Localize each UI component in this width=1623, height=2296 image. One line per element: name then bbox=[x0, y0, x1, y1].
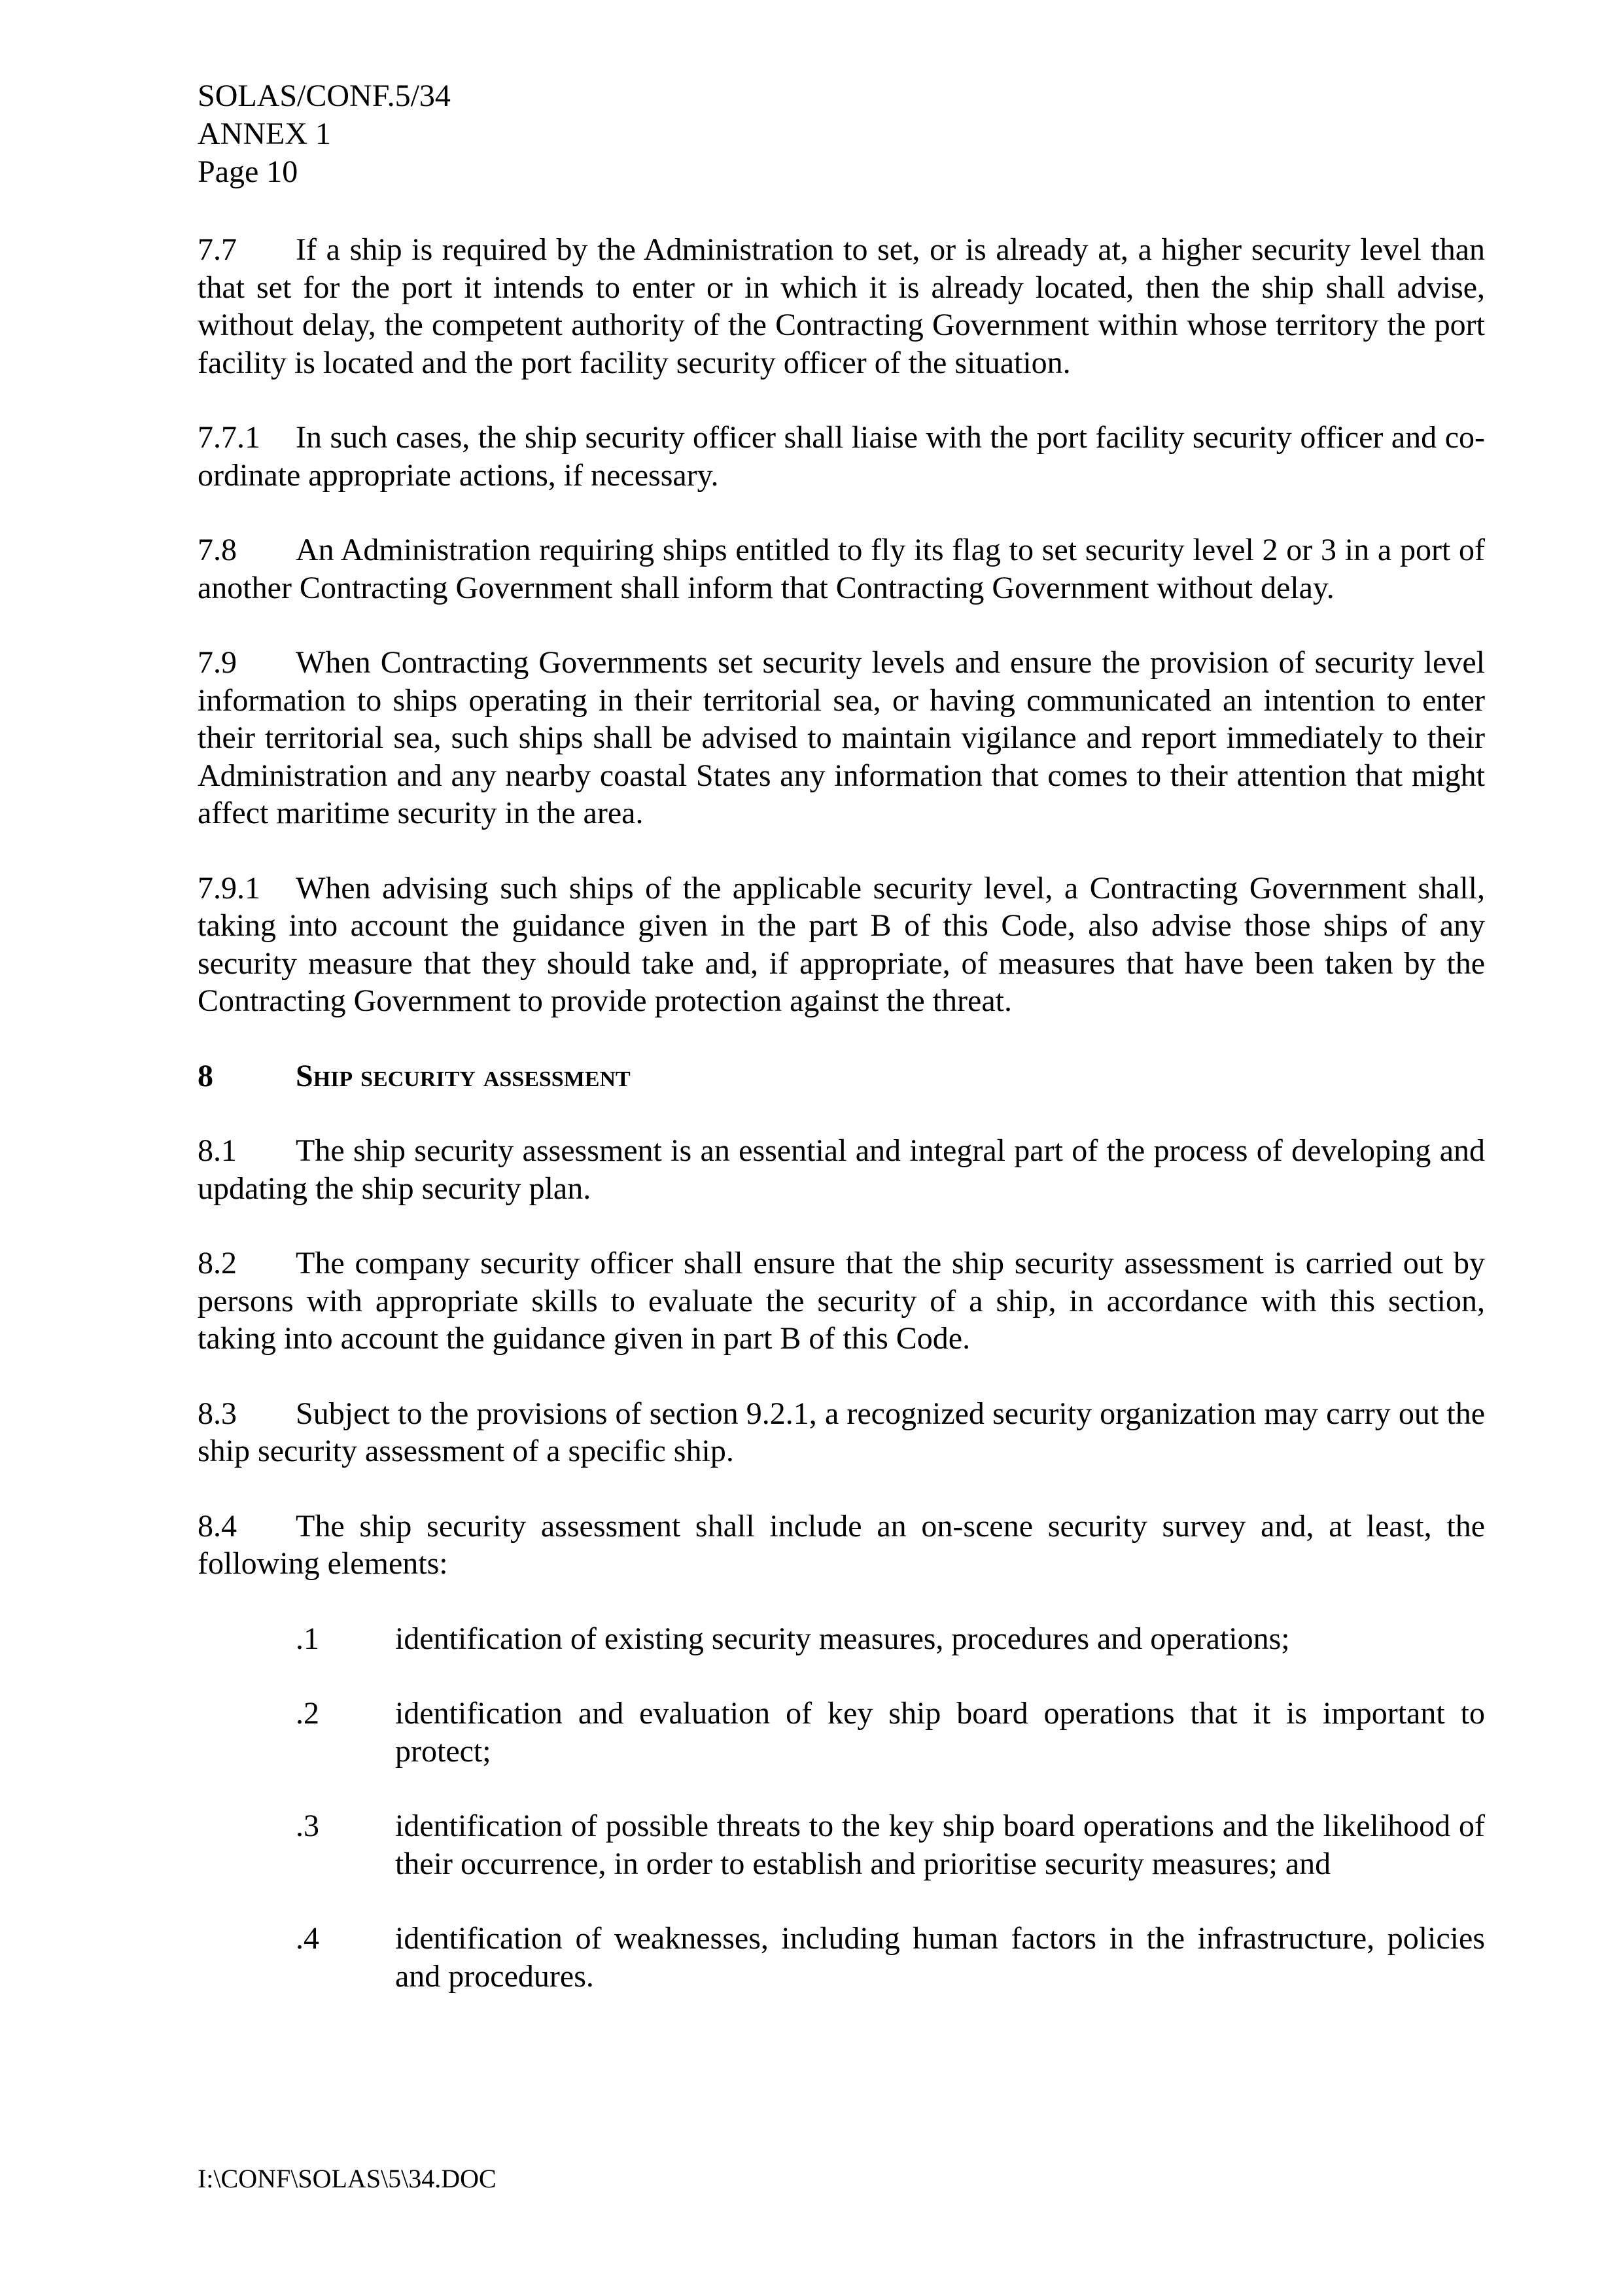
paragraph-text: In such cases, the ship security officer shall liaise with the port facility security officer and co-ordinate appropriate actions, if necessary. bbox=[198, 420, 1485, 493]
paragraph-text: If a ship is required by the Administration to set, or is already at, a higher security level than that set for the port it intends to enter or in which it is already located, then the ship shall advise, without delay, the competent authority of the Contracting Government within whose territory the port facility is located and the port facility security officer of the situation. bbox=[198, 232, 1485, 380]
paragraph-number: 7.7 bbox=[198, 232, 237, 267]
section-8-heading bbox=[198, 1057, 1485, 1095]
document-reference: SOLAS/CONF.5/34 bbox=[198, 79, 451, 113]
paragraph-8-1 bbox=[198, 1132, 1485, 1207]
paragraph-8-2 bbox=[198, 1245, 1485, 1358]
file-path: I:\CONF\SOLAS\5\34.DOC bbox=[198, 2164, 497, 2193]
list-item-number: .4 bbox=[296, 1921, 319, 1956]
list-item-text: identification of existing security measures, procedures and operations; bbox=[395, 1621, 1290, 1656]
list-item-number: .2 bbox=[296, 1696, 319, 1731]
paragraph-7-7-1 bbox=[198, 419, 1485, 494]
paragraph-number: 7.8 bbox=[198, 533, 237, 567]
annex-label: ANNEX 1 bbox=[198, 116, 331, 151]
list-item bbox=[198, 1920, 1485, 1995]
paragraph-text: The company security officer shall ensure that the ship security assessment is carried out by persons with appropriate skills to evaluate the security of a ship, in accordance with this section, taking into account the guidance given in part B of this Code. bbox=[198, 1246, 1485, 1356]
list-item bbox=[198, 1620, 1485, 1658]
paragraph-text: The ship security assessment shall include an on-scene security survey and, at least, the following elements: bbox=[198, 1508, 1485, 1581]
paragraph-text: An Administration requiring ships entitled to fly its flag to set security level 2 or 3 in a port of another Contracting Government shall inform that Contracting Government without delay. bbox=[198, 533, 1485, 605]
paragraph-number: 7.9.1 bbox=[198, 870, 260, 906]
list-item-text: identification of weaknesses, including human factors in the infrastructure, policies and procedures. bbox=[395, 1921, 1485, 1994]
paragraph-7-9 bbox=[198, 644, 1485, 832]
paragraph-number: 7.9 bbox=[198, 645, 237, 680]
section-title: Ship security assessment bbox=[296, 1058, 631, 1093]
page-header bbox=[198, 77, 451, 191]
document-page bbox=[198, 0, 1485, 2296]
paragraph-8-3 bbox=[198, 1395, 1485, 1470]
page-number: Page 10 bbox=[198, 154, 298, 189]
paragraph-7-9-1 bbox=[198, 870, 1485, 1020]
list-item-number: .3 bbox=[296, 1809, 319, 1843]
section-number: 8 bbox=[198, 1058, 213, 1093]
list-item-number: .1 bbox=[296, 1621, 319, 1656]
paragraph-number: 8.2 bbox=[198, 1246, 237, 1280]
document-body bbox=[198, 231, 1485, 2032]
paragraph-number: 7.7.1 bbox=[198, 420, 260, 455]
paragraph-number: 8.3 bbox=[198, 1396, 237, 1431]
paragraph-text: When advising such ships of the applicable security level, a Contracting Government shall, taking into account the guidance given in the part B of this Code, also advise those ships of any security measure that they should take and, if appropriate, of measures that have been taken by the Contracting Government to provide protection against the threat. bbox=[198, 870, 1485, 1018]
paragraph-text: When Contracting Governments set security levels and ensure the provision of security level information to ships operating in their territorial sea, or having communicated an intention to enter their territorial sea, such ships shall be advised to maintain vigilance and report immediately to their Administration and any nearby coastal States any information that comes to their attention that might affect maritime security in the area. bbox=[198, 645, 1485, 830]
paragraph-8-4 bbox=[198, 1508, 1485, 1583]
paragraph-7-8 bbox=[198, 531, 1485, 607]
page-footer bbox=[198, 2163, 497, 2195]
paragraph-text: Subject to the provisions of section 9.2.1, a recognized security organization may carry out the ship security assessment of a specific ship. bbox=[198, 1396, 1485, 1468]
paragraph-text: The ship security assessment is an essential and integral part of the process of developing and updating the ship security plan. bbox=[198, 1133, 1485, 1206]
list-item bbox=[198, 1695, 1485, 1770]
paragraph-number: 8.4 bbox=[198, 1508, 237, 1544]
paragraph-7-7 bbox=[198, 231, 1485, 381]
list-item bbox=[198, 1807, 1485, 1882]
list-item-text: identification of possible threats to the key ship board operations and the likelihood of their occurrence, in order to establish and prioritise security measures; and bbox=[395, 1809, 1485, 1881]
paragraph-number: 8.1 bbox=[198, 1133, 237, 1168]
list-item-text: identification and evaluation of key ship board operations that it is important to protect; bbox=[395, 1696, 1485, 1769]
